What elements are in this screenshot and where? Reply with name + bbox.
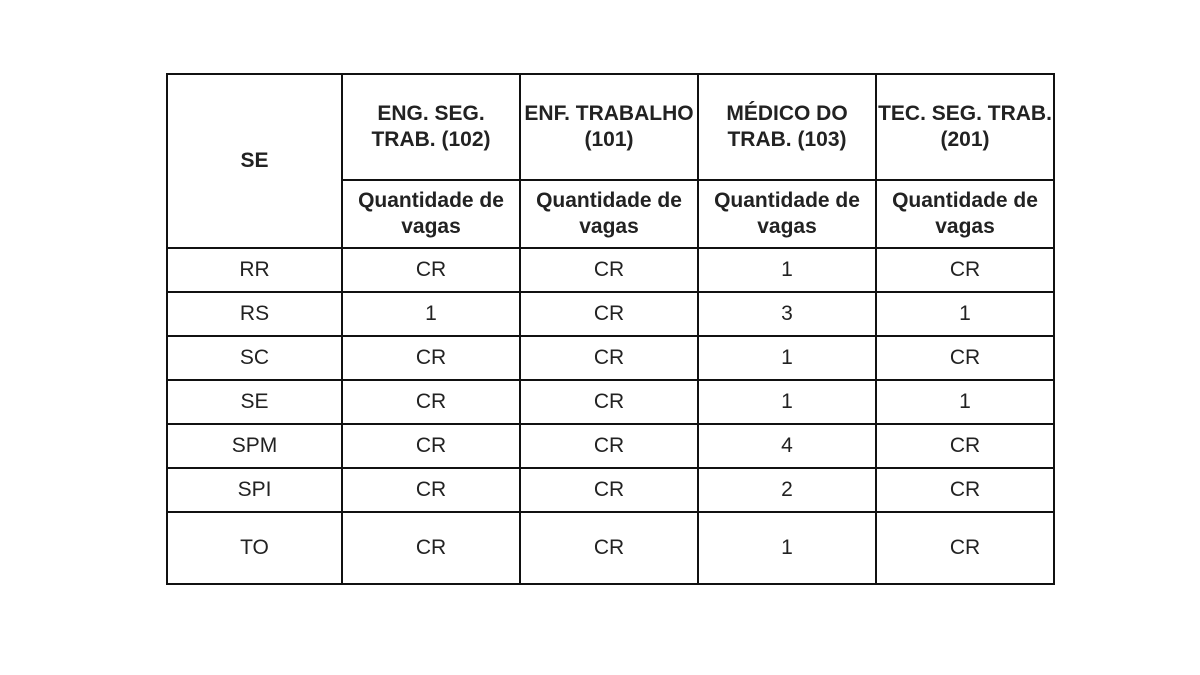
cell-medico-do-trab: 4 [698, 424, 876, 468]
vacancies-table [166, 73, 1055, 585]
cell-eng-seg-trab: CR [342, 424, 520, 468]
cell-tec-seg-trab: CR [876, 424, 1054, 468]
cell-eng-seg-trab: CR [342, 512, 520, 584]
column-header-enf-trabalho: ENF. TRABALHO (101) [520, 74, 698, 180]
cell-eng-seg-trab: CR [342, 336, 520, 380]
cell-se: TO [167, 512, 342, 584]
cell-tec-seg-trab: 1 [876, 380, 1054, 424]
cell-se: SPI [167, 468, 342, 512]
column-header-eng-seg-trab: ENG. SEG. TRAB. (102) [342, 74, 520, 180]
cell-se: SPM [167, 424, 342, 468]
cell-enf-trabalho: CR [520, 468, 698, 512]
subheader-quantidade-de-vagas: Quantidade de vagas [876, 180, 1054, 248]
cell-enf-trabalho: CR [520, 292, 698, 336]
cell-se: SC [167, 336, 342, 380]
subheader-quantidade-de-vagas: Quantidade de vagas [342, 180, 520, 248]
table-row [167, 248, 1054, 292]
subheader-quantidade-de-vagas: Quantidade de vagas [520, 180, 698, 248]
column-header-medico-do-trab: MÉDICO DO TRAB. (103) [698, 74, 876, 180]
cell-se: RS [167, 292, 342, 336]
cell-tec-seg-trab: CR [876, 336, 1054, 380]
cell-medico-do-trab: 1 [698, 380, 876, 424]
cell-enf-trabalho: CR [520, 380, 698, 424]
column-header-se: SE [167, 74, 342, 248]
cell-medico-do-trab: 3 [698, 292, 876, 336]
table-row [167, 512, 1054, 584]
cell-tec-seg-trab: 1 [876, 292, 1054, 336]
cell-eng-seg-trab: CR [342, 468, 520, 512]
cell-eng-seg-trab: 1 [342, 292, 520, 336]
cell-tec-seg-trab: CR [876, 468, 1054, 512]
cell-eng-seg-trab: CR [342, 248, 520, 292]
table-row [167, 380, 1054, 424]
cell-medico-do-trab: 2 [698, 468, 876, 512]
header-row [167, 74, 1054, 180]
cell-tec-seg-trab: CR [876, 248, 1054, 292]
cell-enf-trabalho: CR [520, 424, 698, 468]
cell-eng-seg-trab: CR [342, 380, 520, 424]
cell-tec-seg-trab: CR [876, 512, 1054, 584]
column-header-tec-seg-trab: TEC. SEG. TRAB. (201) [876, 74, 1054, 180]
table-row [167, 336, 1054, 380]
table-row [167, 292, 1054, 336]
table-row [167, 468, 1054, 512]
cell-enf-trabalho: CR [520, 512, 698, 584]
table-row [167, 424, 1054, 468]
cell-medico-do-trab: 1 [698, 512, 876, 584]
cell-enf-trabalho: CR [520, 336, 698, 380]
cell-se: RR [167, 248, 342, 292]
cell-medico-do-trab: 1 [698, 336, 876, 380]
cell-se: SE [167, 380, 342, 424]
cell-medico-do-trab: 1 [698, 248, 876, 292]
subheader-quantidade-de-vagas: Quantidade de vagas [698, 180, 876, 248]
cell-enf-trabalho: CR [520, 248, 698, 292]
